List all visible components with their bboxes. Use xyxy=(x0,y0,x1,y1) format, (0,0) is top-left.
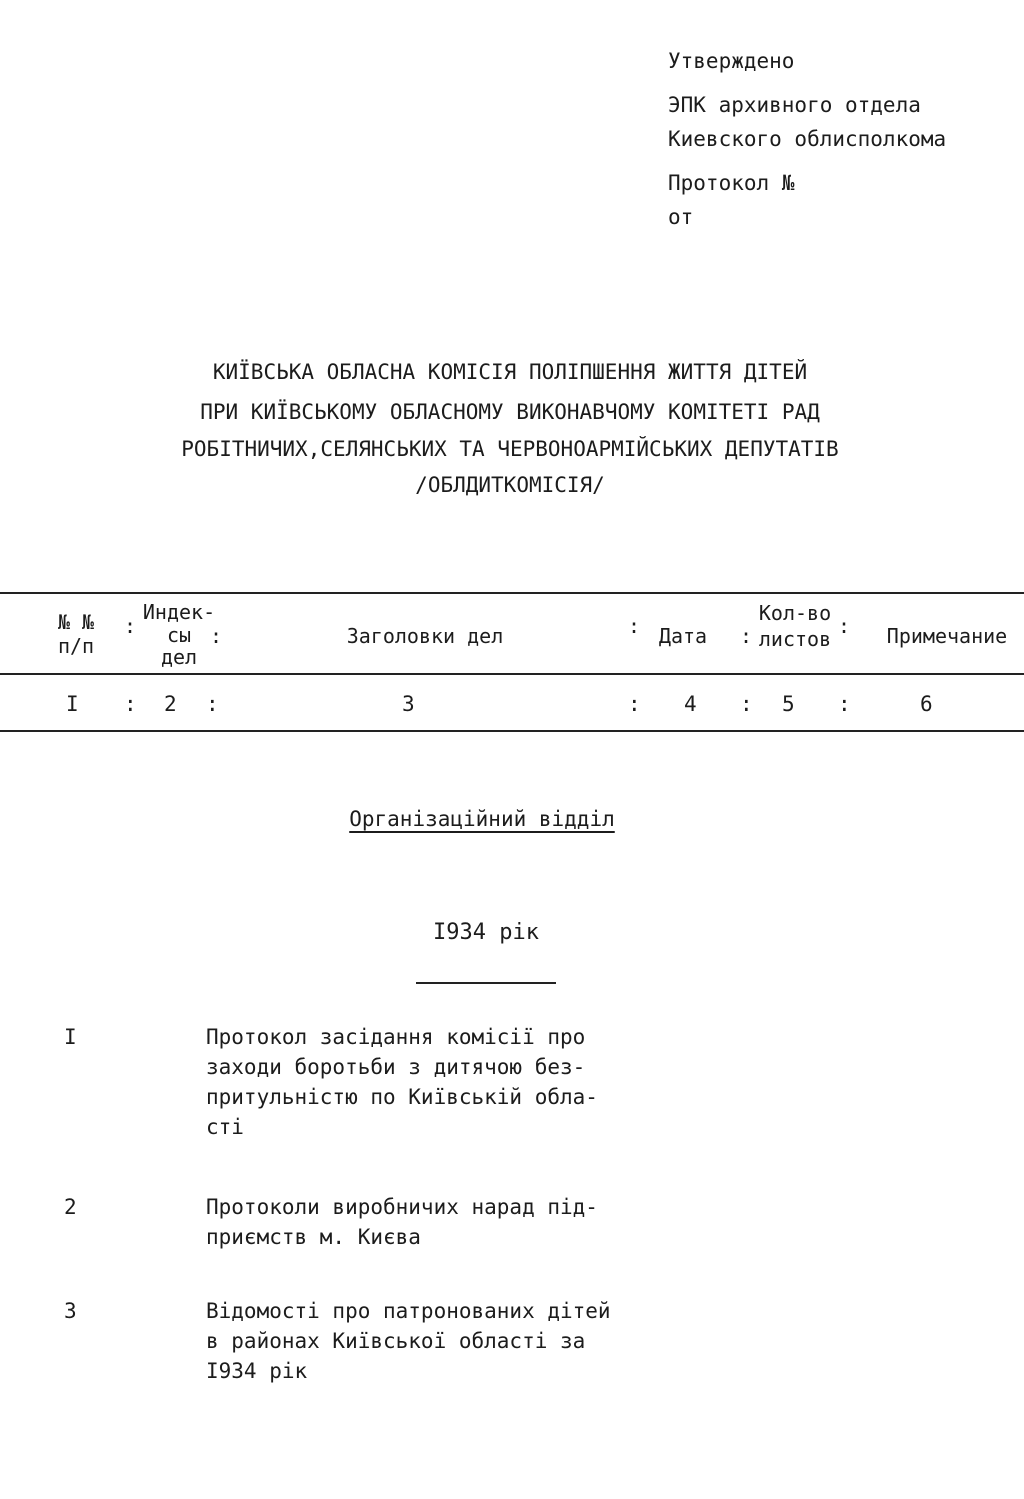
approval-title: Утверждено xyxy=(668,49,795,73)
org-header-line-2: ПРИ КИЇВСЬКОМУ ОБЛАСНОМУ ВИКОНАВЧОМУ КОМІТЕТІ РАД xyxy=(200,400,820,424)
approval-date: от xyxy=(668,205,694,229)
item-title: Протоколи виробничих нарад під- приємств м. Києва xyxy=(206,1195,598,1249)
column-number-5: 5 xyxy=(782,692,795,716)
column-number-separator-4: : xyxy=(740,692,753,716)
header-separator-2: : xyxy=(210,624,223,648)
header-sheet-count-line-1: Кол-во xyxy=(758,601,832,625)
header-index-line-2: сы xyxy=(166,623,192,647)
header-number-line-2: п/п xyxy=(57,634,95,658)
approval-authority: Киевского облисполкома xyxy=(668,127,947,151)
year-underline xyxy=(416,982,556,984)
column-number-1: I xyxy=(66,692,79,716)
header-notes: Примечание xyxy=(886,624,1008,648)
item-number: 2 xyxy=(64,1195,77,1219)
column-number-separator-2: : xyxy=(206,692,219,716)
header-index-line-1: Индек- xyxy=(142,600,216,624)
item-number: 3 xyxy=(64,1299,77,1323)
column-number-2: 2 xyxy=(164,692,177,716)
header-title: Заголовки дел xyxy=(346,624,504,648)
table-middle-rule xyxy=(0,673,1024,675)
organization-header xyxy=(120,352,900,504)
org-header-line-4: /ОБЛДИТКОМІСІЯ/ xyxy=(415,473,605,497)
approval-protocol: Протокол № xyxy=(668,171,795,195)
header-separator-4: : xyxy=(740,624,753,648)
approval-commission: ЭПК архивного отдела xyxy=(668,93,921,117)
section-title-text: Організаційний відділ xyxy=(349,807,615,831)
header-separator-1: : xyxy=(124,614,137,638)
header-number-line-1: № № xyxy=(57,610,95,634)
column-number-4: 4 xyxy=(684,692,697,716)
column-number-separator-1: : xyxy=(124,692,137,716)
year-title: I934 рік xyxy=(433,920,539,945)
header-date: Дата xyxy=(658,624,708,648)
column-number-3: 3 xyxy=(402,692,415,716)
column-number-separator-5: : xyxy=(838,692,851,716)
header-index-line-3: дел xyxy=(160,645,198,669)
table-top-rule xyxy=(0,592,1024,594)
org-header-line-1: КИЇВСЬКА ОБЛАСНА КОМІСІЯ ПОЛІПШЕННЯ ЖИТТЯ ДІТЕЙ xyxy=(212,360,808,384)
header-sheet-count-line-2: листов xyxy=(758,627,832,651)
approval-block xyxy=(668,44,946,234)
header-number xyxy=(46,610,106,658)
item-title: Відомості про патронованих дітей в районах Київської області за I934 рік xyxy=(206,1299,611,1383)
column-number-6: 6 xyxy=(920,692,933,716)
table-bottom-rule xyxy=(0,730,1024,732)
item-number: I xyxy=(64,1025,77,1049)
header-sheet-count xyxy=(750,600,840,652)
section-title xyxy=(0,804,964,834)
header-separator-5: : xyxy=(838,614,851,638)
org-header-line-3: РОБІТНИЧИХ,СЕЛЯНСЬКИХ ТА ЧЕРВОНОАРМІЙСЬКИХ ДЕПУТАТІВ xyxy=(181,437,839,461)
header-separator-3: : xyxy=(628,614,641,638)
column-number-separator-3: : xyxy=(628,692,641,716)
item-title: Протокол засідання комісії про заходи боротьби з дитячою без- притульністю по Київській обла- сті xyxy=(206,1025,598,1139)
